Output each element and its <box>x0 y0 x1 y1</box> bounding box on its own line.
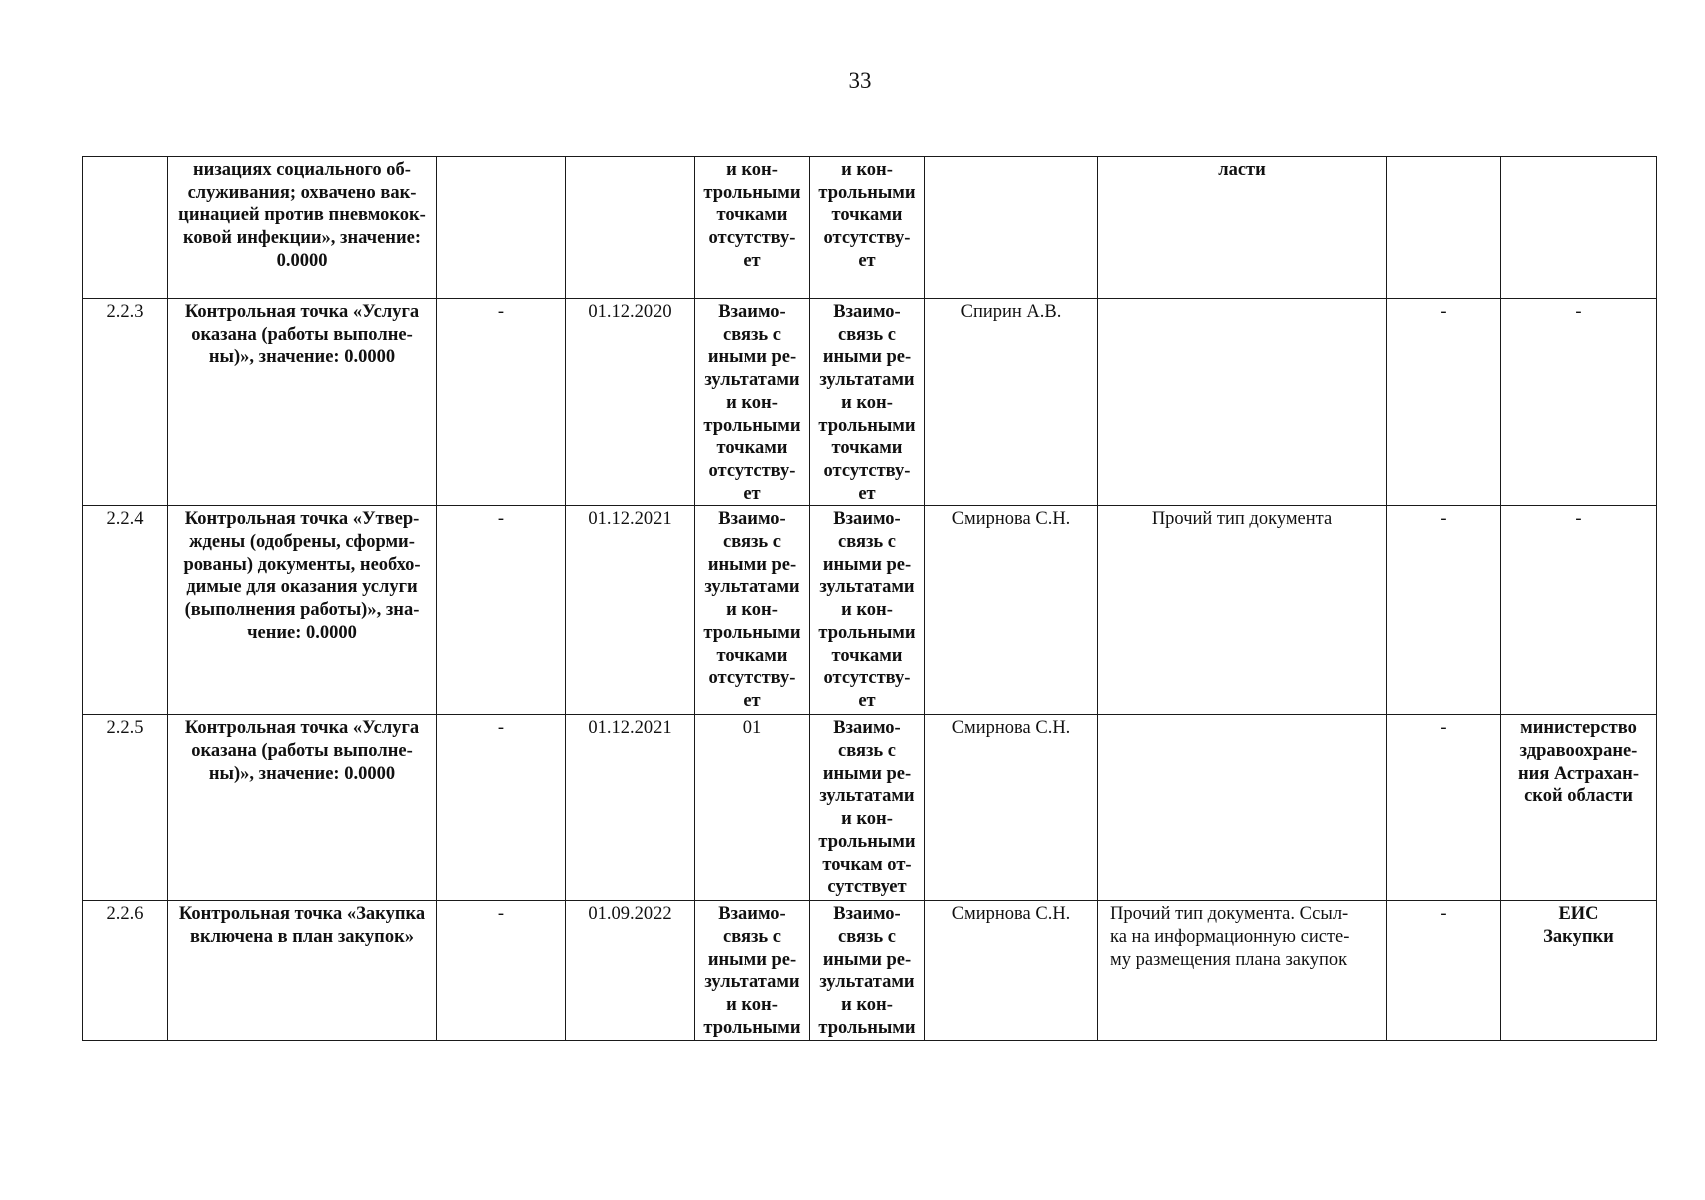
info-system-cell: министерство здравоохране- ния Астрахан- ской области <box>1501 715 1657 901</box>
responsible-cell: Смирнова С.Н. <box>925 506 1098 715</box>
successor-cell: Взаимо- связь с иными ре- зультатами и кон- трольными точкам от- сутствует <box>810 715 925 901</box>
control-point-name-cell: Контрольная точка «Закупка включена в план закупок» <box>168 901 437 1040</box>
responsible-cell: Спирин А.В. <box>925 299 1098 506</box>
row-number-cell <box>83 157 168 299</box>
responsible-cell: Смирнова С.Н. <box>925 715 1098 901</box>
info-system-cell: - <box>1501 299 1657 506</box>
row-number-cell: 2.2.6 <box>83 901 168 1040</box>
document-type-cell <box>1098 299 1387 506</box>
start-date-cell <box>437 157 566 299</box>
table-row <box>83 715 1657 901</box>
start-date-cell: - <box>437 299 566 506</box>
info-system-cell <box>1501 157 1657 299</box>
level-cell: - <box>1387 299 1501 506</box>
end-date-cell: 01.12.2021 <box>566 715 695 901</box>
predecessor-cell: и кон- трольными точками отсутству- ет <box>695 157 810 299</box>
end-date-cell: 01.12.2021 <box>566 506 695 715</box>
control-point-name-cell: низациях социального об- служивания; охвачено вак- цинацией против пневмокок- ковой инфекции», значение: 0.0000 <box>168 157 437 299</box>
end-date-cell: 01.09.2022 <box>566 901 695 1040</box>
table-row <box>83 901 1657 1040</box>
responsible-cell: Смирнова С.Н. <box>925 901 1098 1040</box>
end-date-cell <box>566 157 695 299</box>
level-cell: - <box>1387 715 1501 901</box>
successor-cell: Взаимо- связь с иными ре- зультатами и кон- трольными <box>810 901 925 1040</box>
successor-cell: и кон- трольными точками отсутству- ет <box>810 157 925 299</box>
info-system-cell: ЕИС Закупки <box>1501 901 1657 1040</box>
document-type-cell: ласти <box>1098 157 1387 299</box>
row-number-cell: 2.2.4 <box>83 506 168 715</box>
predecessor-cell: 01 <box>695 715 810 901</box>
start-date-cell: - <box>437 506 566 715</box>
info-system-cell: - <box>1501 506 1657 715</box>
level-cell: - <box>1387 506 1501 715</box>
table-row <box>83 506 1657 715</box>
row-number-cell: 2.2.3 <box>83 299 168 506</box>
row-number-cell: 2.2.5 <box>83 715 168 901</box>
document-type-cell: Прочий тип документа <box>1098 506 1387 715</box>
control-points-table <box>82 156 1657 1041</box>
document-type-cell: Прочий тип документа. Ссыл- ка на информационную систе- му размещения плана закупок <box>1098 901 1387 1040</box>
control-point-name-cell: Контрольная точка «Услуга оказана (работы выполне- ны)», значение: 0.0000 <box>168 299 437 506</box>
predecessor-cell: Взаимо- связь с иными ре- зультатами и кон- трольными <box>695 901 810 1040</box>
table-row <box>83 299 1657 506</box>
successor-cell: Взаимо- связь с иными ре- зультатами и кон- трольными точками отсутству- ет <box>810 506 925 715</box>
level-cell: - <box>1387 901 1501 1040</box>
start-date-cell: - <box>437 715 566 901</box>
responsible-cell <box>925 157 1098 299</box>
start-date-cell: - <box>437 901 566 1040</box>
predecessor-cell: Взаимо- связь с иными ре- зультатами и кон- трольными точками отсутству- ет <box>695 299 810 506</box>
end-date-cell: 01.12.2020 <box>566 299 695 506</box>
control-point-name-cell: Контрольная точка «Услуга оказана (работы выполне- ны)», значение: 0.0000 <box>168 715 437 901</box>
table-row <box>83 157 1657 299</box>
predecessor-cell: Взаимо- связь с иными ре- зультатами и кон- трольными точками отсутству- ет <box>695 506 810 715</box>
document-type-cell <box>1098 715 1387 901</box>
page-number: 33 <box>848 68 872 93</box>
level-cell <box>1387 157 1501 299</box>
successor-cell: Взаимо- связь с иными ре- зультатами и кон- трольными точками отсутству- ет <box>810 299 925 506</box>
control-point-name-cell: Контрольная точка «Утвер- ждены (одобрены, сформи- рованы) документы, необхо- димые для оказания услуги (выполнения работы)», зна- чение: 0.0000 <box>168 506 437 715</box>
